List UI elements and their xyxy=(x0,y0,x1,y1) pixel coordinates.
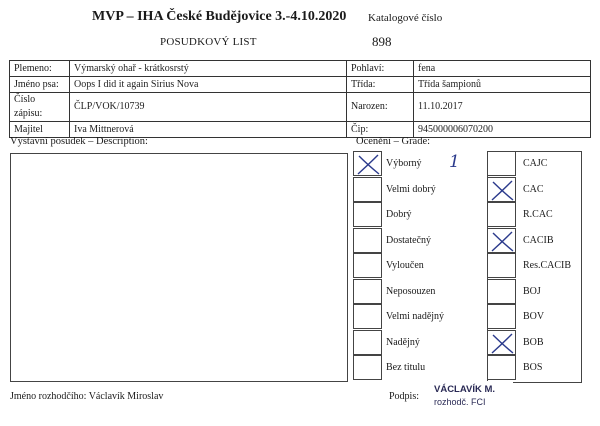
signature-label: Podpis: xyxy=(389,391,420,402)
grade-row xyxy=(353,279,581,304)
title-label-text: BOV xyxy=(523,311,545,322)
description-label: Výstavní posudek – Description: xyxy=(10,136,148,147)
chip-value: 945000006070200 xyxy=(414,122,591,138)
sex-label: Pohlaví: xyxy=(347,61,414,77)
grade-row xyxy=(353,177,581,202)
dog-info-table xyxy=(9,60,591,138)
grade-checkbox[interactable] xyxy=(353,177,382,202)
title-label-text: Res.CACIB xyxy=(523,260,572,271)
grade-label-text: Vyloučen xyxy=(386,260,424,271)
chip-label: Čip: xyxy=(347,122,414,138)
grade-checkbox[interactable] xyxy=(353,304,382,329)
title-checkbox[interactable] xyxy=(487,279,516,304)
judge-stamp-role: rozhodč. FCI xyxy=(434,397,486,407)
table-row xyxy=(10,77,591,93)
title-label-text: CACIB xyxy=(523,234,554,246)
check-cross-icon xyxy=(354,152,383,177)
title-label-text: BOS xyxy=(523,362,543,373)
table-row xyxy=(10,61,591,77)
grade-checkbox[interactable] xyxy=(353,202,382,227)
owner-value: Iva Mittnerová xyxy=(70,122,347,138)
catalog-number: 898 xyxy=(372,34,392,49)
dog-name-label: Jméno psa: xyxy=(10,77,70,93)
grade-checkbox[interactable] xyxy=(353,279,382,304)
check-cross-icon xyxy=(488,178,517,203)
grade-label-text: Dobrý xyxy=(386,209,412,220)
title-checkbox[interactable] xyxy=(487,330,516,355)
title-checkbox[interactable] xyxy=(487,202,516,227)
table-row xyxy=(10,93,591,122)
catalog-label: Katalogové číslo xyxy=(368,12,443,24)
registration-value: ČLP/VOK/10739 xyxy=(70,93,347,122)
grade-row xyxy=(353,304,581,329)
title-checkbox[interactable] xyxy=(487,151,516,176)
breed-value: Výmarský ohař - krátkosrstý xyxy=(70,61,347,77)
form-subtitle: POSUDKOVÝ LIST xyxy=(160,36,257,48)
class-value: Třída šampionů xyxy=(414,77,591,93)
grade-row xyxy=(353,151,581,176)
grade-checkbox[interactable] xyxy=(353,355,382,380)
class-label: Třída: xyxy=(347,77,414,93)
description-box[interactable] xyxy=(10,153,348,382)
title-checkbox[interactable] xyxy=(487,253,516,278)
title-checkbox[interactable] xyxy=(487,177,516,202)
grade-row xyxy=(353,228,581,253)
grade-label-text: Velmi dobrý xyxy=(386,183,436,195)
title-label-text: CAC xyxy=(523,183,544,195)
sex-value: fena xyxy=(414,61,591,77)
grade-label-text: Bez titulu xyxy=(386,362,426,373)
owner-label: Majitel xyxy=(10,122,70,138)
grade-checkbox[interactable] xyxy=(353,330,382,355)
grade-label-text: Výborný xyxy=(386,158,422,169)
grade-row xyxy=(353,330,581,355)
grade-table xyxy=(353,151,581,381)
judge-name: Jméno rozhodčího: Václavík Miroslav xyxy=(10,391,164,402)
title-checkbox[interactable] xyxy=(487,228,516,253)
grade-label-text: Nadějný xyxy=(386,336,420,348)
title-label-text: BOJ xyxy=(523,285,541,297)
dog-name-value: Oops I did it again Sirius Nova xyxy=(70,77,347,93)
check-cross-icon xyxy=(488,229,517,254)
grade-checkbox[interactable] xyxy=(353,151,382,176)
title-label-text: BOB xyxy=(523,336,544,348)
born-label: Narozen: xyxy=(347,93,414,122)
title-label-text: CAJC xyxy=(523,158,548,169)
title-checkbox[interactable] xyxy=(487,304,516,329)
title-checkbox[interactable] xyxy=(487,355,516,380)
grade-label-text: Dostatečný xyxy=(386,234,431,246)
grade-checkbox[interactable] xyxy=(353,253,382,278)
breed-label: Plemeno: xyxy=(10,61,70,77)
grade-checkbox[interactable] xyxy=(353,228,382,253)
title-label-text: R.CAC xyxy=(523,209,553,220)
born-value: 11.10.2017 xyxy=(414,93,591,122)
registration-label: Číslo zápisu: xyxy=(10,93,70,122)
grade-row xyxy=(353,253,581,278)
grade-label-text: Velmi nadějný xyxy=(386,311,445,322)
grade-row xyxy=(353,355,581,380)
handwritten-grade-number: 1 xyxy=(449,152,460,172)
grade-label: Ocenění – Grade: xyxy=(356,136,431,147)
grade-label-text: Neposouzen xyxy=(386,285,436,297)
grade-row xyxy=(353,202,581,227)
page-title: MVP – IHA České Budějovice 3.-4.10.2020 xyxy=(92,9,347,24)
judge-stamp: VÁCLAVÍK M. xyxy=(434,384,496,395)
check-cross-icon xyxy=(488,331,517,356)
